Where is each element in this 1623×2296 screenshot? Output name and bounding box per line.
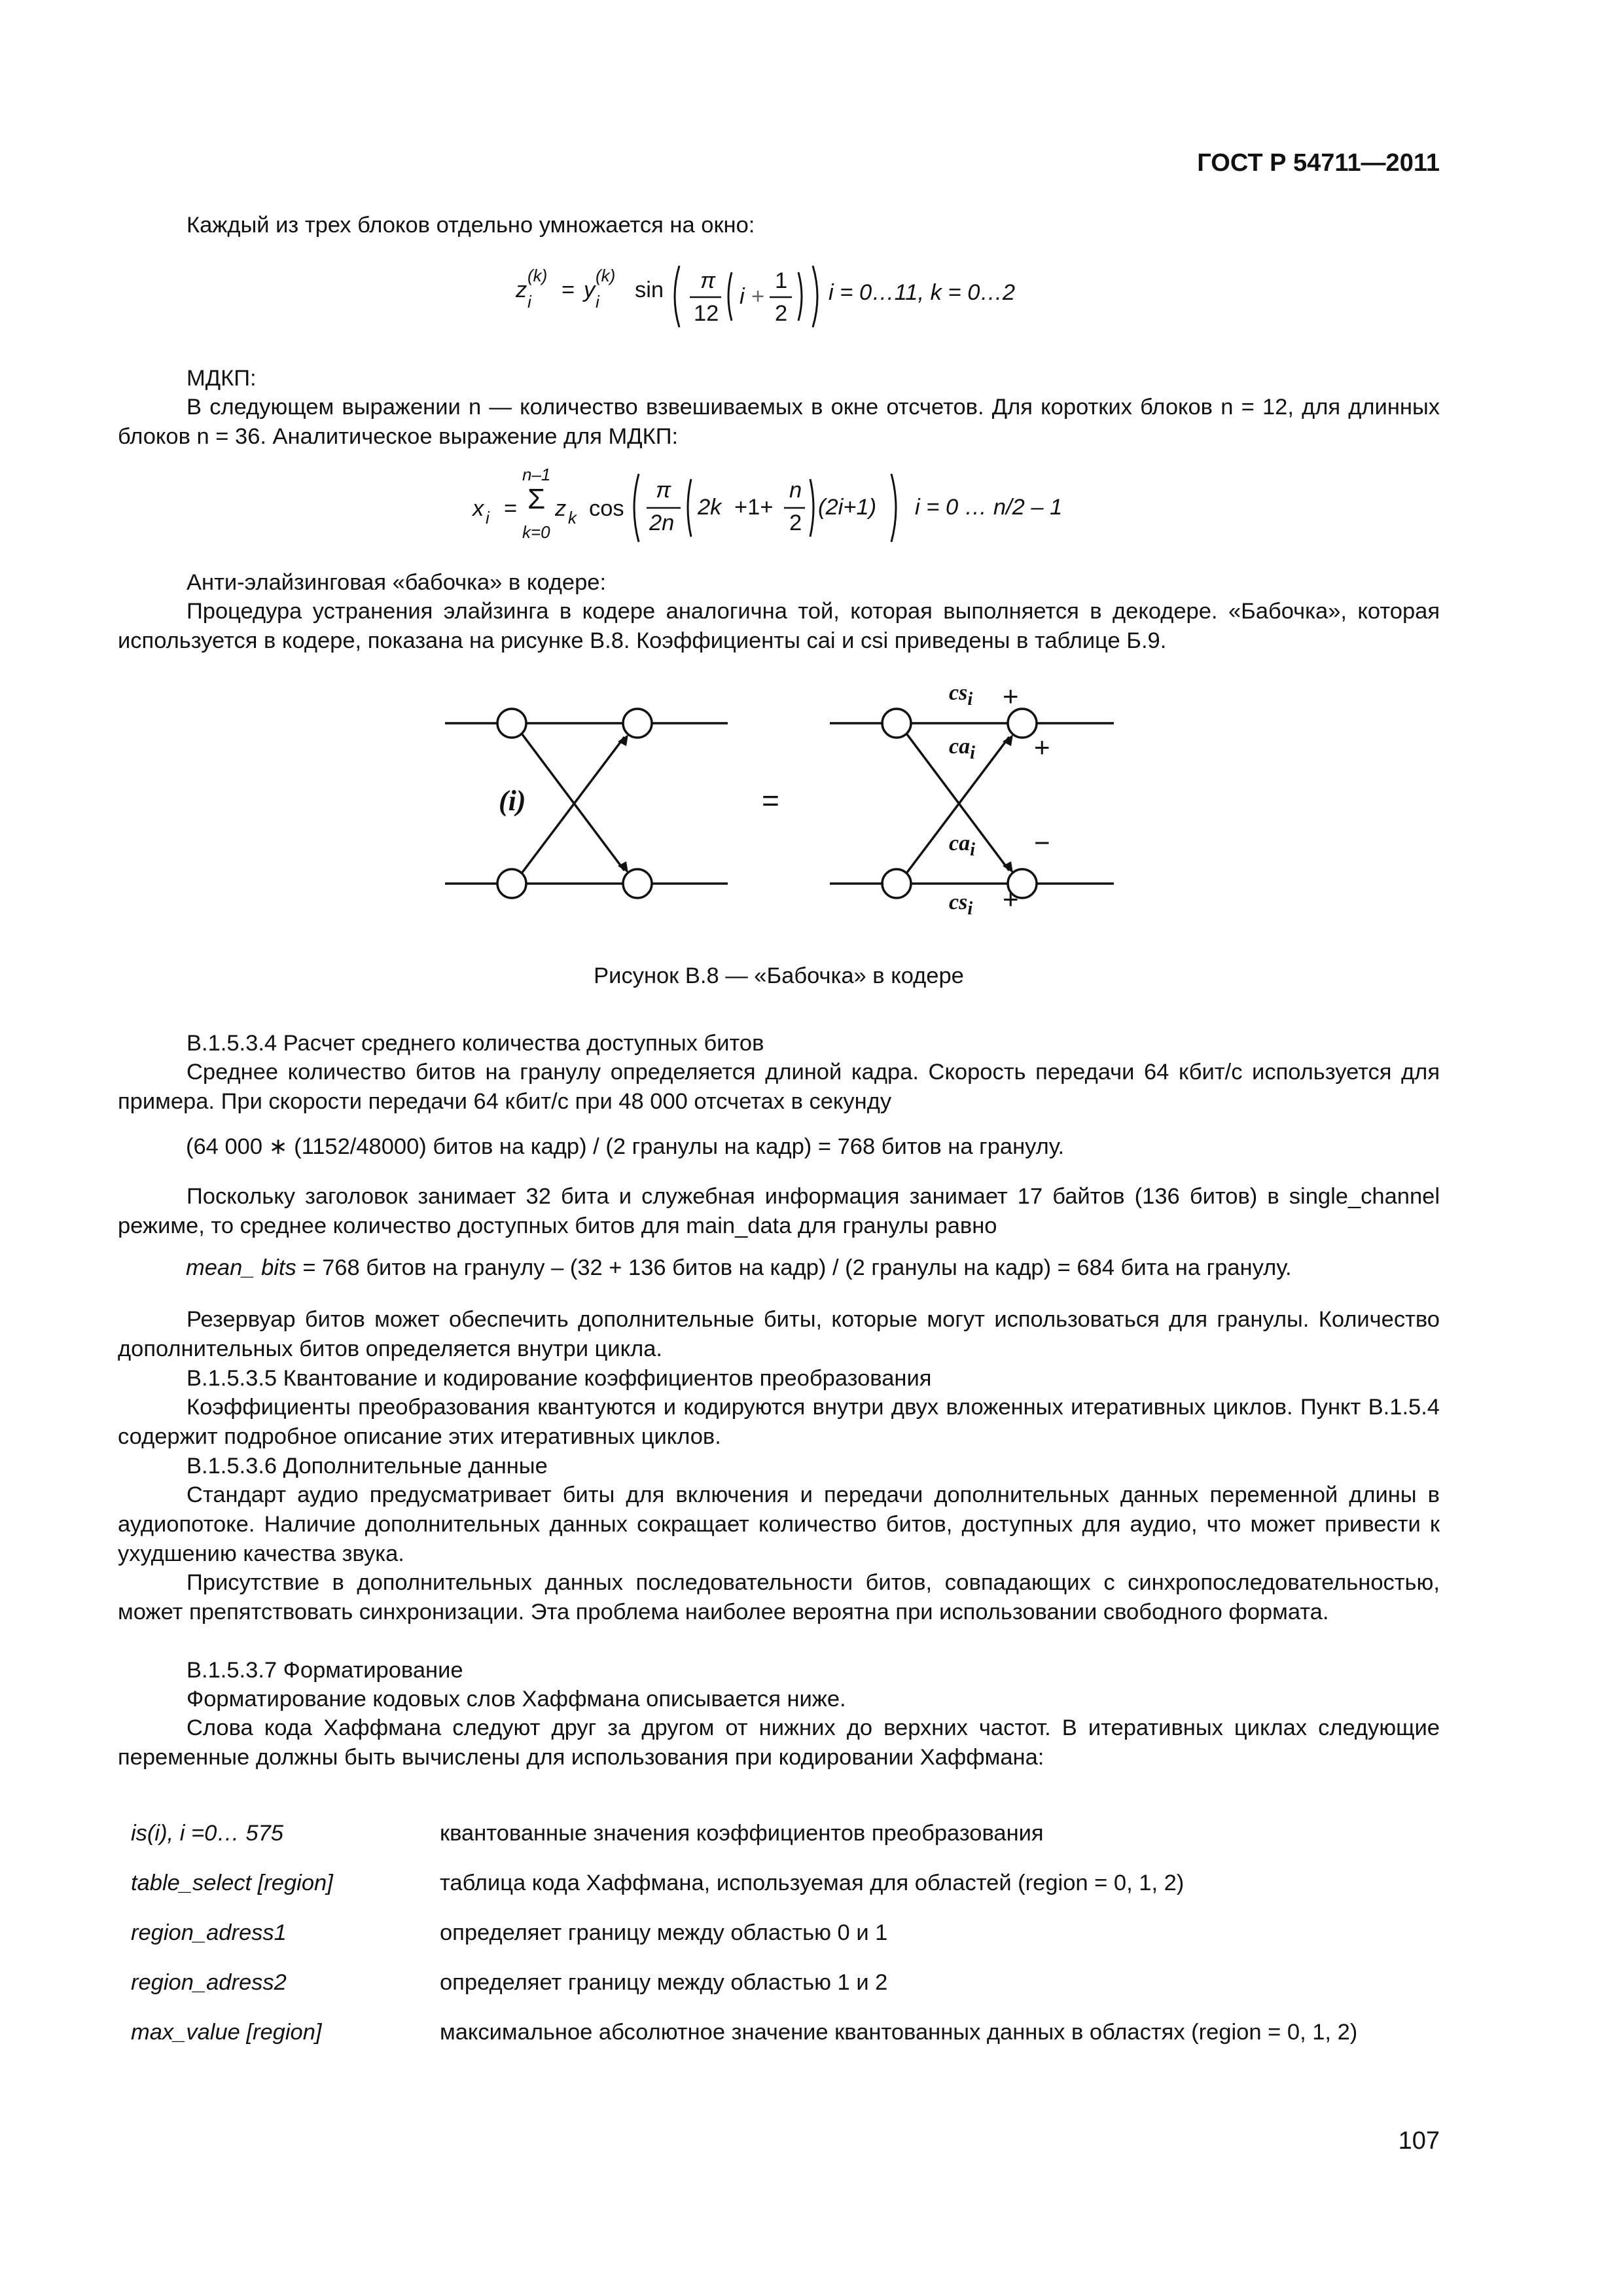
section-1537-text2: Слова кода Хаффмана следуют друг за другом от нижних до верхних частот. В итеративных циклах следующие переменные должны быть вычислены для использования при кодировании Хаффмана: (118, 1715, 1440, 1770)
definition-row (131, 1920, 1440, 1970)
f2-sum-bottom: k=0 (522, 522, 550, 542)
mean-bits-var: mean_ bits (186, 1255, 296, 1280)
mean-bits-formula (186, 1255, 1292, 1281)
f1-lhs: z (516, 278, 527, 302)
minus-sign: − (1034, 827, 1050, 858)
f1-twelve: 12 (694, 301, 719, 326)
figure-equals: = (762, 783, 779, 817)
section-1534-title: В.1.5.3.4 Расчет среднего количества доступных битов (187, 1031, 764, 1056)
mdct-formula (473, 465, 1088, 550)
definition-term: region_adress1 (131, 1920, 287, 1945)
definition-desc: квантованные значения коэффициентов преобразования (440, 1821, 1044, 1846)
f2-z-sub: k (568, 508, 577, 528)
definition-term: region_adress2 (131, 1970, 287, 1995)
plus-second: + (1034, 732, 1050, 762)
definition-desc: определяет границу между областью 1 и 2 (440, 1970, 888, 1995)
definition-row (131, 1871, 1440, 1920)
label-ca-bottom (949, 831, 975, 861)
section-1537-text: Форматирование кодовых слов Хаффмана описывается ниже. (187, 1687, 846, 1712)
f2-x-sub: i (486, 508, 490, 528)
definition-desc: определяет границу между областью 0 и 1 (440, 1920, 888, 1945)
mdct-text: В следующем выражении n — количество взвешиваемых в окне отсчетов. Для коротких блоков n = 12, для длинных блоков n = 36. Аналитическое выражение для МДКП: (118, 395, 1440, 449)
f2-z: z (555, 496, 567, 521)
cs-sub: i (967, 689, 973, 709)
section-1535-title: В.1.5.3.5 Квантование и кодирование коэффициентов преобразования (187, 1366, 932, 1391)
f2-condition: i = 0 … n/2 – 1 (915, 495, 1063, 520)
f1-rhs-sup: (k) (596, 266, 616, 285)
f1-plus: + (751, 284, 765, 309)
figure-left-label: (i) (499, 785, 526, 817)
f1-parens (668, 260, 825, 332)
f2-cos: cos (589, 496, 624, 521)
definition-row (131, 1970, 1440, 2020)
f2-plus-one: +1+ (734, 495, 774, 520)
antialias-label: Анти-элайзинговая «бабочка» в кодере: (187, 570, 607, 595)
f2-2k: 2k (698, 495, 722, 520)
ca-sub: i (970, 742, 975, 763)
definition-term: table_select [region] (131, 1871, 333, 1895)
plus-top: + (1003, 681, 1019, 711)
f2-pi: π (656, 478, 671, 503)
left-butterfly (445, 709, 728, 898)
f2-2n: 2n (649, 511, 675, 535)
label-cs-top (949, 681, 972, 710)
intro-text: Каждый из трех блоков отдельно умножается на окно: (187, 213, 755, 238)
section-1534-text: Среднее количество битов на гранулу определяется длиной кадра. Скорость передачи 64 кбит/с используется для примера. При скорости передачи 64 кбит/с при 48 000 отсчетах в секунду (118, 1060, 1440, 1114)
cs-text: cs (949, 681, 968, 705)
section-1534-text3: Резервуар битов может обеспечить дополнительные биты, которые могут использоваться для гранулы. Количество дополнительных битов определяется внутри цикла. (118, 1307, 1440, 1361)
f1-pi: π (700, 268, 716, 293)
section-1534-text2: Поскольку заголовок занимает 32 бита и служебная информация занимает 17 байтов (136 битов) в single_channel режиме, то среднее количество доступных битов для main_data для гранулы равно (118, 1184, 1440, 1238)
f2-n: n (789, 478, 802, 503)
f2-sigma: Σ (527, 483, 546, 515)
f1-one: 1 (775, 268, 788, 293)
section-1537-title: В.1.5.3.7 Форматирование (187, 1658, 463, 1683)
ca-text: ca (949, 831, 971, 855)
definition-desc: таблица кода Хаффмана, используемая для областей (region = 0, 1, 2) (440, 1871, 1185, 1895)
f1-rhs: y (584, 278, 596, 302)
figure-caption: Рисунок В.8 — «Бабочка» в кодере (594, 963, 964, 988)
section-1535-text: Коэффициенты преобразования квантуются и кодируются внутри двух вложенных итеративных циклов. Пункт В.1.5.4 содержит подробное описание этих итеративных циклов. (118, 1395, 1440, 1449)
f1-lhs-sub: i (527, 292, 531, 312)
f2-x: x (473, 496, 484, 521)
document-header: ГОСТ Р 54711—2011 (1197, 149, 1440, 177)
bits-per-granule-formula: (64 000 ∗ (1152/48000) битов на кадр) / (2 гранулы на кадр) = 768 битов на гранулу. (186, 1134, 1065, 1159)
section-1536-title: В.1.5.3.6 Дополнительные данные (187, 1454, 548, 1479)
page-number: 107 (1398, 2127, 1440, 2155)
section-1536-text2: Присутствие в дополнительных данных последовательности битов, совпадающих с синхропоследовательностью, может препятствовать синхронизации. Эта проблема наиболее вероятна при использовании свободного формата. (118, 1570, 1440, 1624)
f1-sin: sin (635, 278, 664, 302)
f2-two: 2 (789, 511, 802, 535)
mean-bits-expr: = 768 битов на гранулу – (32 + 136 битов на кадр) / (2 гранулы на кадр) = 684 бита на гранулу. (296, 1255, 1292, 1280)
f1-condition: i = 0…11, k = 0…2 (829, 280, 1016, 305)
f2-sum-top: n–1 (522, 465, 551, 484)
cs-sub: i (967, 898, 973, 919)
mdct-label: МДКП: (187, 366, 257, 391)
plus-bottom: + (1003, 884, 1019, 914)
definition-row (131, 2020, 1440, 2070)
ca-text: ca (949, 734, 971, 759)
cs-text: cs (949, 890, 968, 914)
definition-desc: максимальное абсолютное значение квантованных данных в областях (region = 0, 1, 2) (440, 2020, 1358, 2045)
ca-sub: i (970, 839, 975, 860)
f1-two: 2 (775, 301, 788, 326)
f1-eq: = (562, 278, 575, 302)
f2-2i-plus-1: (2i+1) (818, 495, 877, 520)
f1-i: i (740, 284, 745, 309)
f1-lhs-sup: (k) (527, 266, 548, 285)
antialias-text: Процедура устранения элайзинга в кодере аналогична той, которая выполняется в декодере. «Бабочка», которая используется в кодере, показана на рисунке В.8. Коэффициенты cai и csi приведены в таблице Б.9. (118, 599, 1440, 653)
variable-definitions (131, 1821, 1440, 2070)
section-1536-text: Стандарт аудио предусматривает биты для включения и передачи дополнительных данных переменной длины в аудиопотоке. Наличие дополнительных данных сокращает количество битов, доступных для аудио, что может привести к ухудшению качества звука. (118, 1482, 1440, 1566)
f1-rhs-sub: i (596, 292, 599, 312)
label-ca-top (949, 734, 975, 764)
label-cs-bottom (949, 890, 972, 920)
f2-eq: = (504, 496, 518, 521)
definition-term: is(i), i =0… 575 (131, 1821, 283, 1846)
definition-row (131, 1821, 1440, 1871)
definition-term: max_value [region] (131, 2020, 322, 2045)
